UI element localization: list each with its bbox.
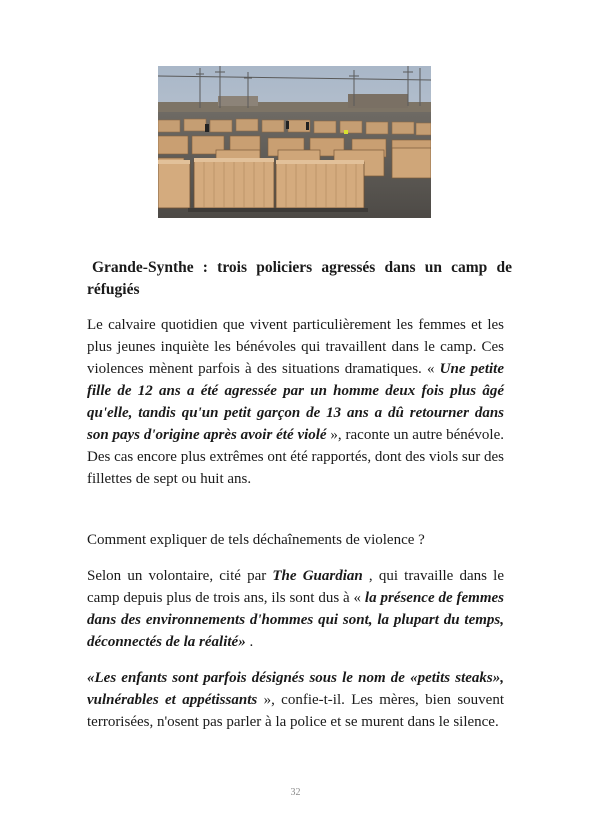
paragraph-4-quote: «Les enfants sont parfois désignés sous le nom de «petits steaks», vulnérables et appétissants [87, 670, 504, 708]
paragraph-1 [87, 314, 504, 490]
camp-photo-image [158, 66, 431, 218]
paragraph-1-quote: Une petite fille de 12 ans a été agressée par un homme deux fois plus âgé qu'elle, tandis qu'un petit garçon de 13 ans a dû retourner dans son pays d'origine après avoir été violé [87, 361, 504, 443]
paragraph-1-text-c: », raconte un autre bénévole. Des cas encore plus extrêmes ont été rapportés, dont des viols sur des fillettes de sept ou huit ans. [87, 427, 504, 487]
paragraph-1-text-a: Le calvaire quotidien que vivent particulièrement les femmes et les plus jeunes inquiète les bénévoles qui travaillent dans le camp. Ces violences mènent parfois à des situations dramatiques. « [87, 317, 504, 377]
paragraph-4 [87, 667, 504, 733]
paragraph-3-text-e: . [245, 634, 254, 650]
article-heading-text: Grande-Synthe : trois policiers agressés dans un camp de réfugiés [87, 259, 512, 298]
paragraph-3 [87, 565, 504, 653]
camp-photo [158, 66, 431, 218]
page-number: 32 [290, 787, 301, 798]
paragraph-3-quote: la présence de femmes dans des environnements d'hommes qui sont, la plupart du temps, déconnectés de la réalité» [87, 590, 504, 650]
paragraph-3-text-c: , qui travaille dans le camp depuis plus de trois ans, ils sont dus à « [87, 568, 504, 606]
paragraph-2: Comment expliquer de tels déchaînements de violence ? [87, 532, 425, 548]
paragraph-4-text-b: », confie-t-il. Les mères, bien souvent terrorisées, n'osent pas parler à la police et se murent dans le silence. [87, 692, 504, 730]
paragraph-3-text-a: Selon un volontaire, cité par [87, 568, 273, 584]
article-heading [87, 257, 512, 301]
paragraph-3-source: The Guardian [272, 568, 363, 584]
